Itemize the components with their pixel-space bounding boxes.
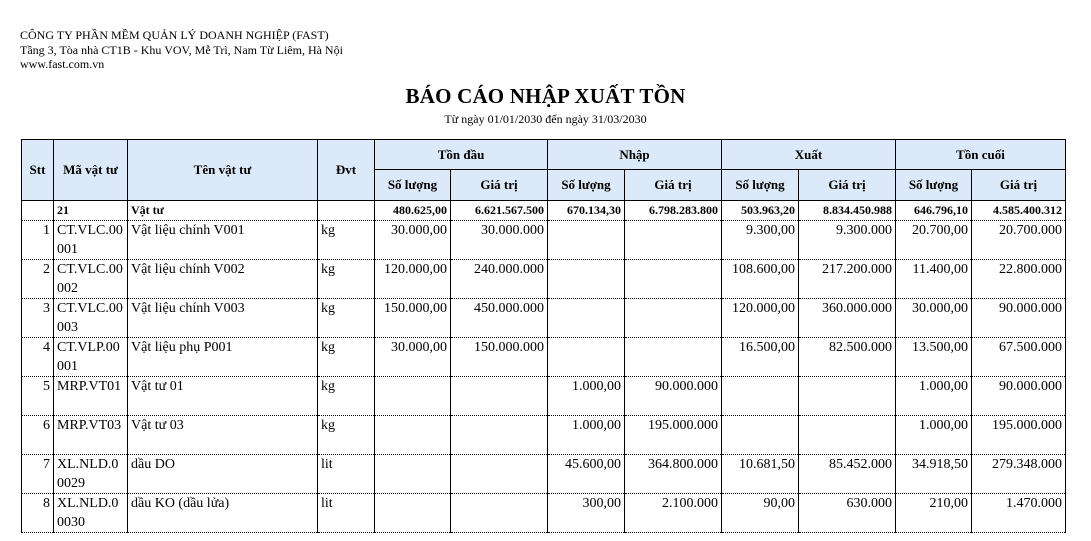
cell-ton-cuoi-so-luong: 210,00	[896, 494, 972, 533]
cell-ton-dau-gia-tri: 30.000.000	[451, 221, 548, 260]
total-ma: 21	[54, 201, 128, 221]
table-row	[22, 260, 1066, 299]
cell-nhap-gia-tri: 2.100.000	[625, 494, 722, 533]
header-ton-cuoi-gia-tri: Giá trị	[972, 170, 1066, 201]
company-address: Tầng 3, Tòa nhà CT1B - Khu VOV, Mễ Trì, Nam Từ Liêm, Hà Nội	[20, 42, 343, 57]
cell-dvt: lit	[318, 455, 375, 494]
cell-nhap-gia-tri: 90.000.000	[625, 377, 722, 416]
table-row	[22, 455, 1066, 494]
company-name: CÔNG TY PHẦN MỀM QUẢN LÝ DOANH NGHIỆP (FAST)	[20, 28, 329, 42]
cell-xuat-gia-tri: 217.200.000	[799, 260, 896, 299]
cell-ton-cuoi-gia-tri: 90.000.000	[972, 299, 1066, 338]
cell-ton-dau-gia-tri: 450.000.000	[451, 299, 548, 338]
cell-xuat-gia-tri	[799, 416, 896, 455]
table-row	[22, 416, 1066, 455]
cell-xuat-gia-tri: 85.452.000	[799, 455, 896, 494]
cell-ton-cuoi-gia-tri: 22.800.000	[972, 260, 1066, 299]
cell-dvt: lit	[318, 494, 375, 533]
header-ma-vat-tu: Mã vật tư	[54, 140, 128, 201]
cell-ma-vat-tu: XL.NLD.00029	[54, 455, 128, 494]
company-website: www.fast.com.vn	[20, 57, 105, 71]
total-ton-dau-so-luong: 480.625,00	[375, 201, 451, 221]
cell-ton-dau-so-luong: 30.000,00	[375, 221, 451, 260]
cell-nhap-gia-tri	[625, 299, 722, 338]
cell-ton-cuoi-gia-tri: 195.000.000	[972, 416, 1066, 455]
total-xuat-so-luong: 503.963,20	[722, 201, 799, 221]
total-ton-dau-gia-tri: 6.621.567.500	[451, 201, 548, 221]
cell-xuat-gia-tri: 360.000.000	[799, 299, 896, 338]
cell-ma-vat-tu: MRP.VT01	[54, 377, 128, 416]
cell-nhap-gia-tri	[625, 260, 722, 299]
cell-ton-cuoi-so-luong: 1.000,00	[896, 377, 972, 416]
inventory-report-table	[21, 139, 1066, 533]
cell-dvt: kg	[318, 260, 375, 299]
cell-ton-cuoi-so-luong: 13.500,00	[896, 338, 972, 377]
header-ton-dau-so-luong: Số lượng	[375, 170, 451, 201]
header-ten-vat-tu: Tên vật tư	[128, 140, 318, 201]
cell-ton-dau-so-luong	[375, 455, 451, 494]
cell-ma-vat-tu: CT.VLC.00002	[54, 260, 128, 299]
cell-ten-vat-tu: Vật liệu chính V003	[128, 299, 318, 338]
total-stt	[22, 201, 54, 221]
cell-ten-vat-tu: dầu KO (dầu lửa)	[128, 494, 318, 533]
cell-nhap-so-luong: 1.000,00	[548, 416, 625, 455]
cell-ma-vat-tu: MRP.VT03	[54, 416, 128, 455]
report-date-range: Từ ngày 01/01/2030 đến ngày 31/03/2030	[444, 112, 647, 126]
cell-ma-vat-tu: CT.VLC.00001	[54, 221, 128, 260]
total-ton-cuoi-so-luong: 646.796,10	[896, 201, 972, 221]
cell-dvt: kg	[318, 377, 375, 416]
cell-ton-dau-gia-tri	[451, 455, 548, 494]
total-ten: Vật tư	[128, 201, 318, 221]
cell-xuat-gia-tri: 630.000	[799, 494, 896, 533]
cell-ton-cuoi-so-luong: 34.918,50	[896, 455, 972, 494]
cell-xuat-gia-tri: 9.300.000	[799, 221, 896, 260]
cell-stt: 2	[22, 260, 54, 299]
cell-ton-dau-gia-tri: 150.000.000	[451, 338, 548, 377]
cell-ton-dau-gia-tri	[451, 494, 548, 533]
cell-dvt: kg	[318, 338, 375, 377]
cell-ten-vat-tu: dầu DO	[128, 455, 318, 494]
cell-ten-vat-tu: Vật liệu chính V002	[128, 260, 318, 299]
header-ton-cuoi: Tồn cuối	[896, 140, 1066, 170]
header-xuat-so-luong: Số lượng	[722, 170, 799, 201]
cell-ton-dau-so-luong	[375, 494, 451, 533]
header-stt: Stt	[22, 140, 54, 201]
total-nhap-gia-tri: 6.798.283.800	[625, 201, 722, 221]
cell-ton-cuoi-so-luong: 20.700,00	[896, 221, 972, 260]
cell-ton-cuoi-so-luong: 11.400,00	[896, 260, 972, 299]
table-row	[22, 221, 1066, 260]
cell-xuat-so-luong: 16.500,00	[722, 338, 799, 377]
cell-stt: 6	[22, 416, 54, 455]
cell-ton-dau-gia-tri	[451, 416, 548, 455]
report-title: BÁO CÁO NHẬP XUẤT TỒN	[405, 84, 686, 108]
cell-ton-dau-so-luong: 120.000,00	[375, 260, 451, 299]
cell-ton-cuoi-gia-tri: 67.500.000	[972, 338, 1066, 377]
cell-nhap-so-luong	[548, 260, 625, 299]
cell-xuat-gia-tri: 82.500.000	[799, 338, 896, 377]
total-nhap-so-luong: 670.134,30	[548, 201, 625, 221]
cell-ton-cuoi-so-luong: 30.000,00	[896, 299, 972, 338]
header-ton-cuoi-so-luong: Số lượng	[896, 170, 972, 201]
cell-ton-dau-so-luong: 150.000,00	[375, 299, 451, 338]
cell-ton-dau-so-luong	[375, 416, 451, 455]
header-nhap-gia-tri: Giá trị	[625, 170, 722, 201]
cell-ton-cuoi-gia-tri: 279.348.000	[972, 455, 1066, 494]
total-xuat-gia-tri: 8.834.450.988	[799, 201, 896, 221]
cell-ten-vat-tu: Vật tư 01	[128, 377, 318, 416]
cell-ton-cuoi-gia-tri: 20.700.000	[972, 221, 1066, 260]
cell-dvt: kg	[318, 221, 375, 260]
cell-xuat-so-luong: 120.000,00	[722, 299, 799, 338]
cell-stt: 1	[22, 221, 54, 260]
cell-nhap-so-luong	[548, 299, 625, 338]
cell-ton-cuoi-gia-tri: 90.000.000	[972, 377, 1066, 416]
table-row	[22, 338, 1066, 377]
cell-ton-cuoi-gia-tri: 1.470.000	[972, 494, 1066, 533]
cell-ten-vat-tu: Vật liệu phụ P001	[128, 338, 318, 377]
cell-ton-cuoi-so-luong: 1.000,00	[896, 416, 972, 455]
header-xuat-gia-tri: Giá trị	[799, 170, 896, 201]
cell-nhap-so-luong: 300,00	[548, 494, 625, 533]
cell-xuat-so-luong: 90,00	[722, 494, 799, 533]
total-ton-cuoi-gia-tri: 4.585.400.312	[972, 201, 1066, 221]
cell-stt: 4	[22, 338, 54, 377]
cell-nhap-gia-tri	[625, 221, 722, 260]
cell-xuat-so-luong: 10.681,50	[722, 455, 799, 494]
cell-nhap-so-luong: 45.600,00	[548, 455, 625, 494]
cell-stt: 7	[22, 455, 54, 494]
cell-stt: 3	[22, 299, 54, 338]
header-dvt: Đvt	[318, 140, 375, 201]
header-ton-dau-gia-tri: Giá trị	[451, 170, 548, 201]
cell-ton-dau-so-luong	[375, 377, 451, 416]
cell-xuat-gia-tri	[799, 377, 896, 416]
cell-ma-vat-tu: CT.VLC.00003	[54, 299, 128, 338]
company-header	[20, 28, 343, 72]
cell-stt: 8	[22, 494, 54, 533]
cell-ton-dau-gia-tri	[451, 377, 548, 416]
cell-nhap-so-luong: 1.000,00	[548, 377, 625, 416]
cell-ma-vat-tu: XL.NLD.00030	[54, 494, 128, 533]
header-nhap: Nhập	[548, 140, 722, 170]
cell-nhap-gia-tri: 195.000.000	[625, 416, 722, 455]
header-ton-dau: Tồn đầu	[375, 140, 548, 170]
header-nhap-so-luong: Số lượng	[548, 170, 625, 201]
header-xuat: Xuất	[722, 140, 896, 170]
total-dvt	[318, 201, 375, 221]
cell-xuat-so-luong: 9.300,00	[722, 221, 799, 260]
cell-xuat-so-luong	[722, 377, 799, 416]
cell-ten-vat-tu: Vật tư 03	[128, 416, 318, 455]
cell-dvt: kg	[318, 416, 375, 455]
cell-nhap-so-luong	[548, 338, 625, 377]
table-row	[22, 494, 1066, 533]
total-row	[22, 201, 1066, 221]
cell-ton-dau-so-luong: 30.000,00	[375, 338, 451, 377]
cell-ma-vat-tu: CT.VLP.00001	[54, 338, 128, 377]
cell-xuat-so-luong	[722, 416, 799, 455]
cell-xuat-so-luong: 108.600,00	[722, 260, 799, 299]
cell-nhap-gia-tri: 364.800.000	[625, 455, 722, 494]
cell-dvt: kg	[318, 299, 375, 338]
table-row	[22, 377, 1066, 416]
table-row	[22, 299, 1066, 338]
cell-nhap-gia-tri	[625, 338, 722, 377]
cell-nhap-so-luong	[548, 221, 625, 260]
cell-ton-dau-gia-tri: 240.000.000	[451, 260, 548, 299]
cell-ten-vat-tu: Vật liệu chính V001	[128, 221, 318, 260]
cell-stt: 5	[22, 377, 54, 416]
